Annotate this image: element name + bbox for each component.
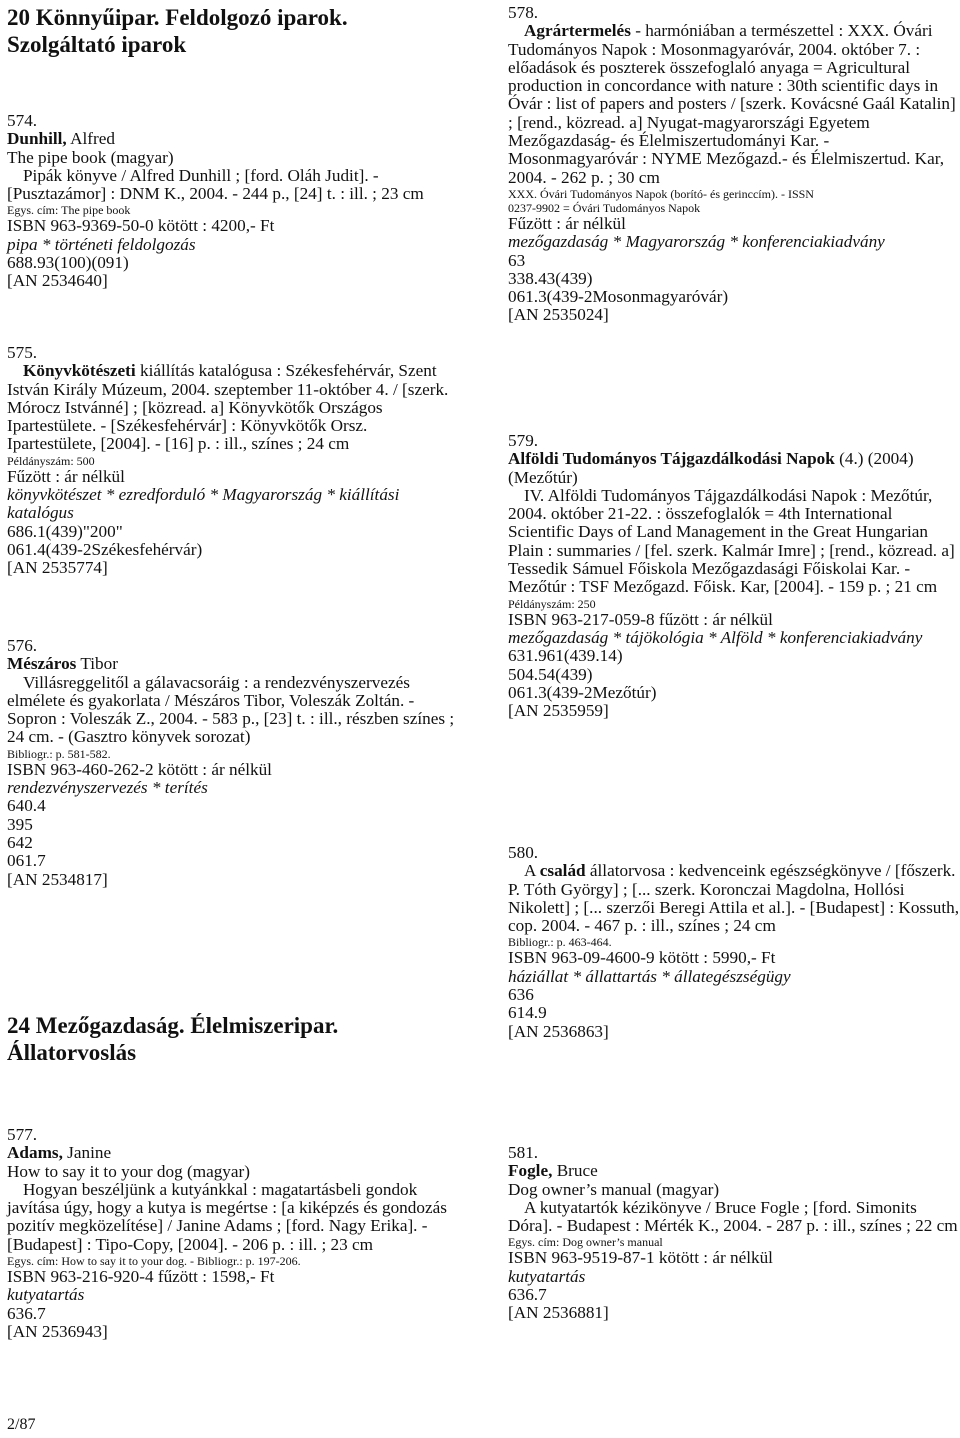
- entry-isbn: ISBN 963-216-920-4 fűzött : 1598,- Ft: [7, 1267, 275, 1287]
- entry-subjects: rendezvényszervezés * terítés: [7, 778, 208, 798]
- entry-subjects: kutyatartás: [7, 1285, 85, 1305]
- author-given: Bruce: [552, 1161, 598, 1181]
- author-given: Alfred: [66, 129, 115, 149]
- entry-code: [AN 2535024]: [508, 305, 609, 325]
- entry-note: Egys. cím: How to say it to your dog. - Bibliogr.: p. 197-206.: [7, 1254, 301, 1269]
- entry-note: Bibliogr.: p. 463-464.: [508, 935, 612, 950]
- entry-note: 0237-9902 = Óvári Tudományos Napok: [508, 200, 701, 215]
- entry-code: 061.7: [7, 851, 46, 871]
- entry-code: 688.93(100)(091): [7, 253, 129, 273]
- entry-note: Egys. cím: Dog owner’s manual: [508, 1235, 663, 1250]
- author-surname: Adams,: [7, 1143, 63, 1163]
- entry-description: - harmóniában a természettel : XXX. Óvári Tudományos Napok : Mosonmagyaróvár, 2004. október 7. : előadások és poszterek összefoglaló anyaga = Agricultural production in concordance with nature : 30th scientific days in Óvár : list of papers and posters / [szerk. Kovácsné Gaál Katalin] ; [rend., közread. a] Nyugat-magyarországi Egyetem Mezőgazdaság- és Élelmiszertudományi Kar. - Mosonmagyaróvár : NYME Mezőgazd.- és Élelmiszertud. Kar, 2004. - 262 p. ; 30 cm: [508, 21, 956, 187]
- entry-581: [508, 1144, 960, 1323]
- author-surname: Mészáros: [7, 654, 77, 674]
- entry-description: A kutyatartók kézikönyve / Bruce Fogle ; [ford. Simonits Dóra]. - Budapest : Mérték K., 2004. - 287 p. : ill., színes ; 22 cm: [508, 1197, 958, 1236]
- entry-number: 574.: [7, 111, 38, 130]
- entry-number: 575.: [7, 343, 38, 362]
- entry-code: [AN 2534817]: [7, 869, 108, 889]
- entry-title: család: [539, 861, 586, 881]
- entry-isbn: ISBN 963-217-059-8 fűzött : ár nélkül: [508, 609, 773, 629]
- entry-number: 578.: [508, 3, 539, 22]
- entry-code: 504.54(439): [508, 664, 593, 684]
- entry-subjects: kutyatartás: [508, 1266, 586, 1286]
- entry-code: 636.7: [508, 1285, 547, 1305]
- entry-code: 640.4: [7, 796, 46, 816]
- entry-note: XXX. Óvári Tudományos Napok (borító- és gerinccím). - ISSN: [508, 186, 814, 201]
- author-given: Tibor: [76, 654, 118, 674]
- entry-577: [7, 1126, 459, 1341]
- section-title-line: 20 Könnyűipar. Feldolgozó iparok.: [7, 5, 348, 30]
- section-20-heading: [7, 4, 459, 58]
- entry-code: 338.43(439): [508, 268, 593, 288]
- entry-code: [AN 2535774]: [7, 558, 108, 578]
- entry-note: Példányszám: 500: [7, 453, 95, 468]
- entry-subjects: mezőgazdaság * tájökológia * Alföld * konferenciakiadvány: [508, 627, 923, 647]
- entry-number: 577.: [7, 1125, 38, 1144]
- entry-number: 576.: [7, 636, 38, 655]
- entry-code: 061.3(439-2Mosonmagyaróvár): [508, 287, 729, 307]
- entry-578: [508, 4, 960, 325]
- entry-description: állatorvosa : kedvenceink egészségkönyve / [főszerk. P. Tóth György] ; [... szerk. Koronczai Magdolna, Hollósi Nikolett] ; [... szerzői Beregi Attila et al.]. - [Budapest] : Kossuth, cop. 2004. - 467 p. : ill., színes ; 24 cm: [508, 861, 960, 936]
- entry-code: [AN 2536863]: [508, 1021, 609, 1041]
- author-surname: Fogle,: [508, 1161, 553, 1181]
- section-title-line: Állatorvoslás: [7, 1040, 137, 1065]
- entry-code: [AN 2534640]: [7, 271, 108, 291]
- entry-subjects: könyvkötészet * ezredforduló * Magyarország * kiállítási katalógus: [7, 485, 400, 523]
- entry-note: Példányszám: 250: [508, 596, 596, 611]
- entry-isbn: ISBN 963-09-4600-9 kötött : 5990,- Ft: [508, 948, 776, 968]
- entry-code: 061.3(439-2Mezőtúr): [508, 682, 657, 702]
- entry-576: [7, 637, 459, 889]
- entry-number: 579.: [508, 431, 539, 450]
- author-given: Janine: [62, 1143, 112, 1163]
- original-title: The pipe book (magyar): [7, 147, 174, 167]
- entry-note: Bibliogr.: p. 581-582.: [7, 746, 111, 761]
- entry-description: Hogyan beszéljünk a kutyánkkal : magatartásbeli gondok javítása úgy, hogy a kutya is megértse : [a kiképzés és gondozás pozitív megközelítése] / Janine Adams ; [ford. Nagy Erika]. - [Budapest] : Tipo-Copy, [2004]. - 206 p. : ill. ; 23 cm: [7, 1179, 447, 1254]
- entry-isbn: Fűzött : ár nélkül: [508, 213, 626, 233]
- entry-code: 395: [7, 814, 33, 834]
- entry-code: [AN 2536943]: [7, 1321, 108, 1341]
- entry-subjects: pipa * történeti feldolgozás: [7, 234, 196, 254]
- entry-580: [508, 844, 960, 1041]
- entry-isbn: ISBN 963-9369-50-0 kötött : 4200,- Ft: [7, 216, 275, 236]
- entry-subjects: mezőgazdaság * Magyarország * konferenciakiadvány: [508, 232, 885, 252]
- entry-code: 642: [7, 832, 33, 852]
- entry-title: Alföldi Tudományos Tájgazdálkodási Napok: [508, 449, 835, 469]
- entry-code: [AN 2535959]: [508, 701, 609, 721]
- entry-code: 631.961(439.14): [508, 646, 623, 666]
- entry-574: [7, 112, 459, 291]
- original-title: How to say it to your dog (magyar): [7, 1161, 250, 1181]
- entry-description: kiállítás katalógusa : Székesfehérvár, Szent István Király Múzeum, 2004. szeptember 11-október 4. / [szerk. Mórocz Istvánné] ; [közread. a] Könyvkötők Országos Ipartestülete. - [Székesfehérvár] : Könyvkötők Orsz. Ipartestülete, [2004]. - [16] p. : ill., színes ; 24 cm: [7, 361, 449, 454]
- entry-code: 63: [508, 250, 526, 270]
- entry-number: 580.: [508, 843, 539, 862]
- entry-code: 061.4(439-2Székesfehérvár): [7, 539, 203, 559]
- original-title: Dog owner’s manual (magyar): [508, 1179, 720, 1199]
- entry-title: Könyvkötészeti: [23, 361, 136, 381]
- entry-article: A: [524, 861, 540, 881]
- entry-number: 581.: [508, 1143, 539, 1162]
- entry-description: IV. Alföldi Tudományos Tájgazdálkodási Napok : Mezőtúr, 2004. október 21-22. : összefoglalók = 4th International Scientific Days of Land Management in the Great Hungarian Plain : summaries / [fel. szerk. Kalmár Imre] ; [rend., közread. a] Tessedik Sámuel Főiskola Mezőgazdasági Főiskolai Kar. - Mezőtúr : TSF Mezőgazd. Főisk. Kar, [2004]. - 159 p. ; 21 cm: [508, 485, 955, 597]
- entry-code: 686.1(439)"200": [7, 521, 123, 541]
- author-surname: Dunhill,: [7, 129, 67, 149]
- entry-code: 614.9: [508, 1003, 547, 1023]
- section-title-line: Szolgáltató iparok: [7, 32, 187, 57]
- entry-description: Villásreggelitől a gálavacsoráig : a rendezvényszervezés elmélete és gyakorlata / Mészáros Tibor, Voleszák Zoltán. - Sopron : Voleszák Z., 2004. - 583 p., [23] t. : ill., részben színes ; 24 cm. - (Gasztro könyvek sorozat): [7, 672, 455, 747]
- entry-code: 636: [508, 985, 534, 1005]
- entry-575: [7, 344, 459, 578]
- section-title-line: 24 Mezőgazdaság. Élelmiszeripar.: [7, 1013, 339, 1038]
- entry-subjects: háziállat * állattartás * állategészségügy: [508, 966, 791, 986]
- entry-note: Egys. cím: The pipe book: [7, 203, 131, 218]
- entry-code: 636.7: [7, 1303, 46, 1323]
- entry-title: Agrártermelés: [524, 21, 631, 41]
- entry-isbn: ISBN 963-460-262-2 kötött : ár nélkül: [7, 759, 272, 779]
- page-number: 2/87: [7, 1416, 36, 1433]
- entry-579: [508, 432, 960, 720]
- entry-isbn: Fűzött : ár nélkül: [7, 466, 125, 486]
- section-24-heading: [7, 1012, 459, 1066]
- entry-title-rest: (4.) (2004) (Mezőtúr): [508, 449, 914, 487]
- entry-description: Pipák könyve / Alfred Dunhill ; [ford. Oláh Judit]. - [Pusztazámor] : DNM K., 2004. - 244 p., [24] t. : ill. ; 23 cm: [7, 165, 424, 204]
- entry-isbn: ISBN 963-9519-87-1 kötött : ár nélkül: [508, 1248, 773, 1268]
- entry-code: [AN 2536881]: [508, 1303, 609, 1323]
